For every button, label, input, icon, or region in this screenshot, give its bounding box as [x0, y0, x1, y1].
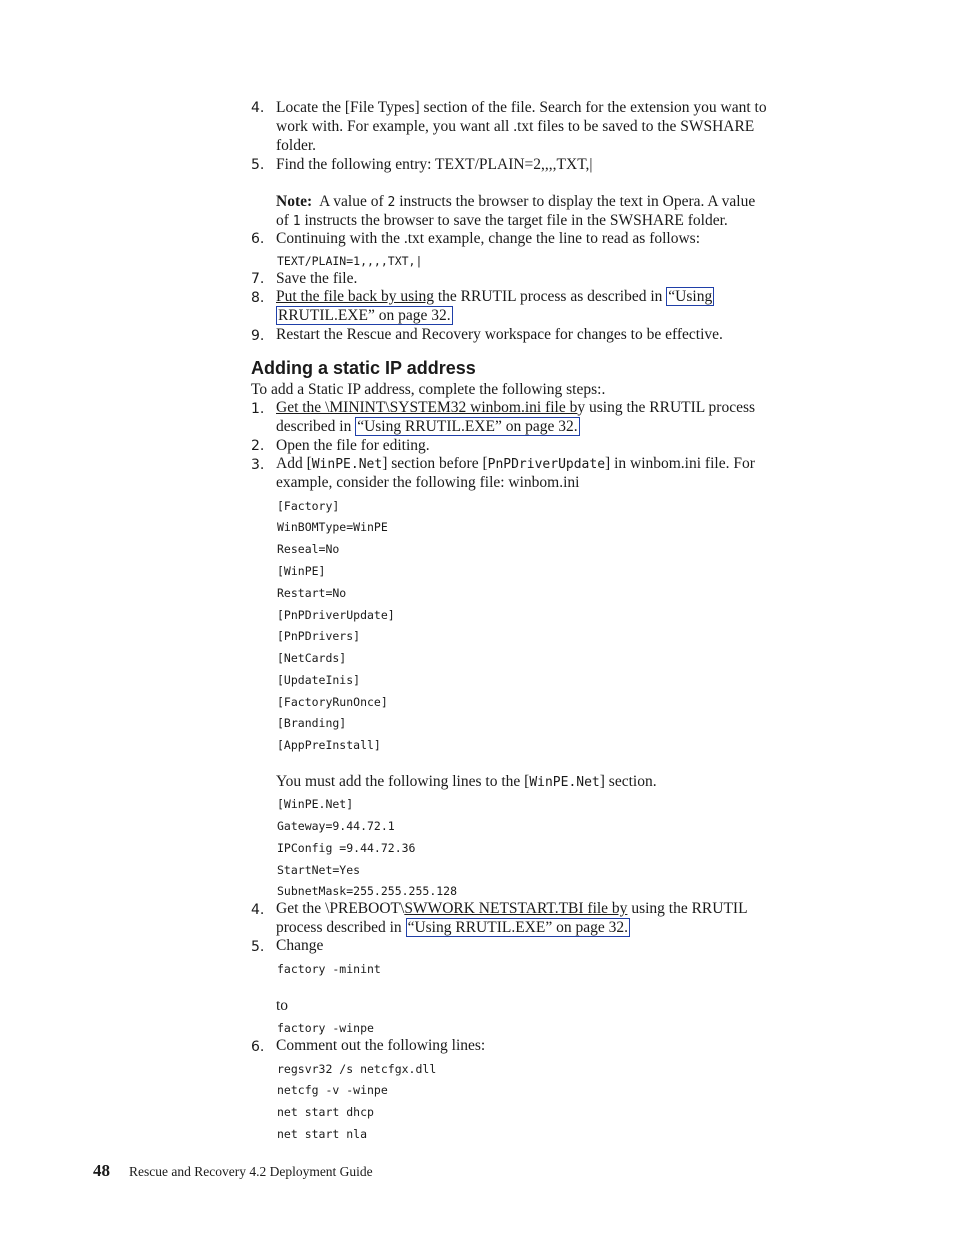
step-number: 7.: [251, 271, 265, 287]
note-text: [276, 192, 755, 212]
step-number: 9.: [251, 328, 265, 344]
step-text: [276, 306, 453, 325]
step-number: 6.: [251, 1039, 265, 1055]
underlined-text: Put the file back by using: [276, 288, 434, 305]
step-part: process described in: [276, 919, 406, 936]
code-line: Reseal=No: [277, 542, 340, 556]
step-number: 5.: [251, 939, 265, 955]
code-line: net start dhcp: [277, 1105, 374, 1119]
code-line: [Branding]: [277, 716, 347, 730]
step-part: Add [: [276, 455, 312, 472]
code-line: regsvr32 /s netcfgx.dll: [277, 1062, 437, 1076]
code-line: factory -minint: [277, 962, 381, 976]
step-text: Change: [276, 937, 324, 954]
code-line: [AppPreInstall]: [277, 738, 381, 752]
note-value: 2: [387, 195, 396, 210]
step-text: work with. For example, you want all .txt files to be saved to the SWSHARE: [276, 118, 755, 135]
step-text: [276, 772, 657, 792]
step-text: Locate the [File Types] section of the file. Search for the extension you want to: [276, 99, 767, 116]
code-line: [NetCards]: [277, 651, 347, 665]
code-line: WinBOMType=WinPE: [277, 520, 388, 534]
step-part: using the RRUTIL: [627, 900, 748, 917]
note-label: Note:: [276, 193, 313, 210]
code-line: [Factory]: [277, 499, 340, 513]
step-text: [276, 398, 755, 417]
inline-code: PnPDriverUpdate: [487, 457, 606, 472]
section-intro: To add a Static IP address, complete the following steps:.: [251, 381, 606, 398]
step-text: Comment out the following lines:: [276, 1037, 486, 1054]
code-line: SubnetMask=255.255.255.128: [277, 884, 458, 898]
step-part: the RRUTIL process as described in: [434, 288, 667, 305]
step-text: Restart the Rescue and Recovery workspace for changes to be effective.: [276, 326, 723, 343]
note-value: 1: [292, 214, 301, 229]
step-text: [276, 287, 714, 306]
step-number: 5.: [251, 157, 265, 173]
step-number: 1.: [251, 401, 265, 417]
step-text: example, consider the following file: winbom.ini: [276, 474, 580, 491]
step-text: Save the file.: [276, 270, 358, 287]
step-number: 2.: [251, 438, 265, 454]
step-part: described in: [276, 418, 356, 435]
inline-code: WinPE.Net: [529, 775, 600, 790]
underlined-text: SWWORK NETSTART.TBI file by: [404, 900, 628, 917]
link-using-rrutil[interactable]: “Using: [668, 288, 713, 305]
step-text: Continuing with the .txt example, change the line to read as follows:: [276, 230, 701, 247]
code-line: netcfg -v -winpe: [277, 1083, 388, 1097]
code-line: factory -winpe: [277, 1021, 374, 1035]
code-line: Restart=No: [277, 586, 347, 600]
page-number: 48: [93, 1161, 110, 1180]
step-text: [276, 899, 748, 918]
link-using-rrutil[interactable]: RRUTIL.EXE” on page 32.: [278, 307, 451, 324]
step-text: Find the following entry: TEXT/PLAIN=2,,,,TXT,|: [276, 156, 593, 173]
inline-code: WinPE.Net: [311, 457, 383, 472]
link-using-rrutil[interactable]: “Using RRUTIL.EXE” on page 32.: [407, 919, 628, 936]
step-text: folder.: [276, 137, 317, 154]
step-part: ] section.: [599, 773, 657, 790]
note-part: instructs the browser to save the target file in the SWSHARE folder.: [300, 212, 728, 229]
step-number: 4.: [251, 902, 265, 918]
step-part: You must add the following lines to the [: [276, 773, 530, 790]
step-text: [276, 417, 580, 436]
section-heading: Adding a static IP address: [251, 358, 476, 378]
step-text: [276, 918, 630, 937]
step-text: [276, 454, 755, 474]
step-part: y using the RRUTIL process: [577, 399, 756, 416]
step-number: 8.: [251, 290, 265, 306]
step-text: Open the file for editing.: [276, 437, 430, 454]
step-part: ] section before [: [382, 455, 488, 472]
code-line: IPConfig =9.44.72.36: [277, 841, 416, 855]
code-line: net start nla: [277, 1127, 368, 1141]
note-part: A value of: [319, 193, 388, 210]
note-part: of: [276, 212, 293, 229]
step-part: ] in winbom.ini file. For: [605, 455, 755, 472]
step-number: 3.: [251, 457, 265, 473]
code-line: [PnPDriverUpdate]: [277, 608, 395, 622]
link-using-rrutil[interactable]: “Using RRUTIL.EXE” on page 32.: [357, 418, 578, 435]
step-number: 4.: [251, 100, 265, 116]
code-line: StartNet=Yes: [277, 863, 361, 877]
code-line: [FactoryRunOnce]: [277, 695, 388, 709]
code-line: [PnPDrivers]: [277, 629, 361, 643]
step-number: 6.: [251, 231, 265, 247]
code-line: [WinPE]: [277, 564, 326, 578]
note-text: [276, 211, 728, 231]
code-line: [UpdateInis]: [277, 673, 361, 687]
step-text: to: [276, 997, 289, 1014]
code-line: TEXT/PLAIN=1,,,,TXT,|: [277, 254, 423, 268]
code-line: Gateway=9.44.72.1: [277, 819, 395, 833]
note-part: instructs the browser to display the text in Opera. A value: [395, 193, 756, 210]
footer-title: Rescue and Recovery 4.2 Deployment Guide: [129, 1164, 373, 1179]
code-line: [WinPE.Net]: [277, 797, 354, 811]
underlined-text: Get the \MININT\SYSTEM32 winbom.ini file b: [276, 399, 578, 416]
step-part: Get the \PREBOOT\: [276, 900, 405, 917]
